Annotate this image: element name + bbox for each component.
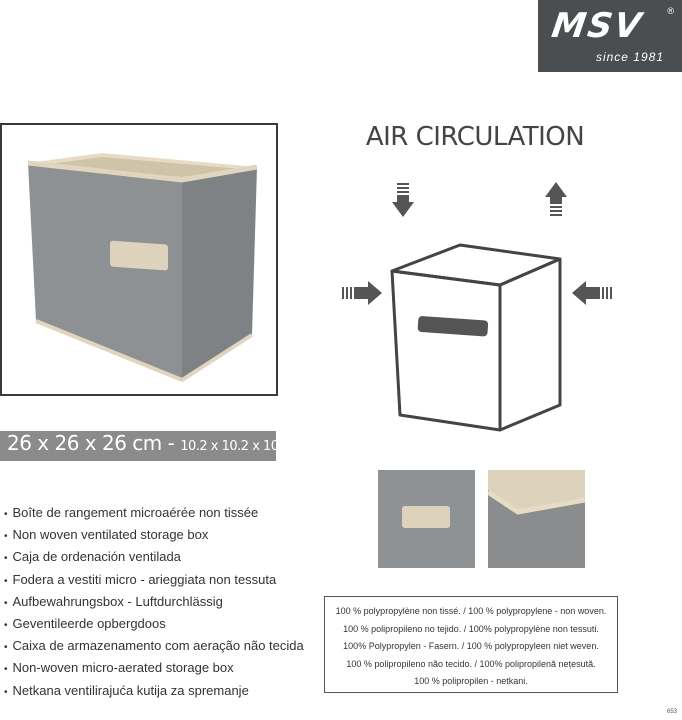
air-circulation-title: AIR CIRCULATION: [365, 122, 585, 152]
arrow-down-icon: [392, 183, 414, 217]
box-handle-icon: [417, 316, 488, 337]
list-item: • Fodera a vestiti micro - arieggiata non tessuta: [4, 569, 304, 591]
list-item: • Caja de ordenación ventilada: [4, 546, 304, 568]
registered-mark: ®: [667, 6, 674, 16]
arrow-up-icon: [545, 182, 567, 216]
air-circulation-diagram: [330, 175, 620, 435]
dimensions-bar: [0, 431, 300, 461]
arrow-right-icon: [342, 281, 382, 305]
detail-photo-handle: [378, 470, 475, 568]
composition-line: 100 % polipropileno não tecido. / 100% polipropilenă nețesută.: [346, 658, 596, 669]
product-photo: [0, 123, 278, 396]
list-item: • Non woven ventilated storage box: [4, 524, 304, 546]
logo-brand: MSV: [549, 6, 646, 46]
composition-box: [324, 596, 618, 693]
list-item: • Boîte de rangement microaérée non tissée: [4, 502, 304, 524]
logo-since: since 1981: [595, 50, 664, 64]
dimensions-separator: -: [161, 431, 181, 455]
box-outline-icon: [392, 245, 560, 430]
composition-line: 100 % polipropileno no tejido. / 100% polypropylène non tessuti.: [343, 623, 599, 634]
composition-line: 100 % polipropilen - netkani.: [414, 676, 528, 686]
list-item: • Caixa de armazenamento com aeração não tecida: [4, 635, 304, 657]
list-item: • Aufbewahrungsbox - Luftdurchlässig: [4, 591, 304, 613]
composition-line: 100 % polypropylène non tissé. / 100 % polypropylene - non woven.: [335, 606, 607, 616]
brand-logo: [538, 0, 682, 72]
product-code: 653: [667, 709, 678, 715]
list-item: • Netkana ventilirajuća kutija za spremanje: [4, 680, 304, 702]
arrow-left-icon: [572, 281, 612, 305]
dimensions-imperial: 10.2 x 10.2 x 10.2 ": [180, 439, 300, 454]
list-item: • Geventileerde opbergdoos: [4, 613, 304, 635]
dimensions-metric: 26 x 26 x 26 cm: [7, 431, 162, 455]
description-list: [4, 502, 304, 702]
detail-photo-corner: [488, 470, 585, 568]
composition-line: 100% Polypropylen - Fasern. / 100 % polypropyleen niet weven.: [343, 641, 599, 651]
list-item: • Non-woven micro-aerated storage box: [4, 657, 304, 679]
